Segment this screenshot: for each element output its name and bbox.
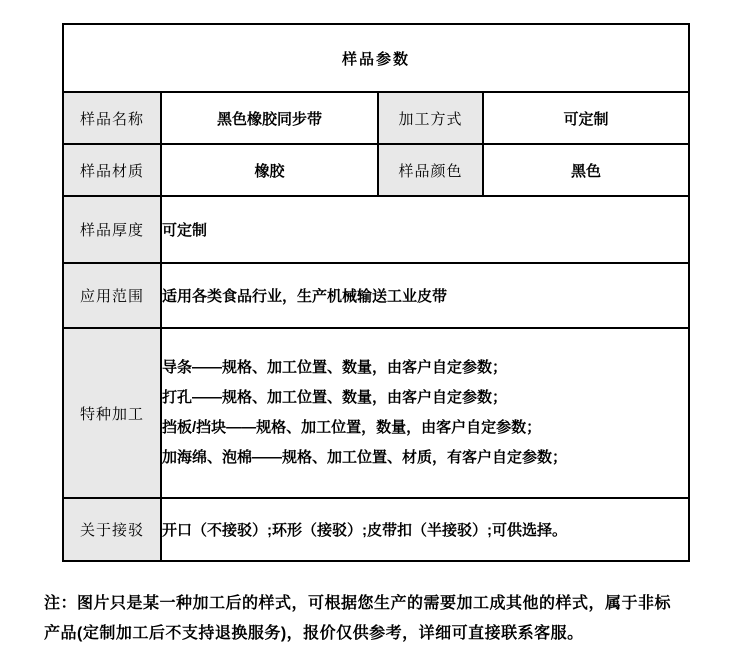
special-processing-line-guide-strip: 导条——规格、加工位置、数量，由客户自定参数； <box>162 359 508 376</box>
table-row <box>63 328 689 498</box>
table-row <box>63 196 689 263</box>
label-special-processing: 特种加工 <box>63 328 161 498</box>
footnote-line-2: 产品(定制加工后不支持退换服务)，报价仅供参考，详细可直接联系客服。 <box>44 625 584 642</box>
label-about-joining: 关于接驳 <box>63 498 161 561</box>
sample-parameters-table <box>62 23 690 562</box>
special-processing-line-baffle: 挡板/挡块——规格、加工位置，数量，由客户自定参数； <box>162 419 542 436</box>
table-title: 样品参数 <box>63 24 689 92</box>
label-application-scope: 应用范围 <box>63 263 161 328</box>
title-row <box>63 24 689 92</box>
special-processing-line-sponge-foam: 加海绵、泡棉——规格、加工位置、材质，有客户自定参数； <box>162 449 568 466</box>
value-sample-material: 橡胶 <box>161 144 378 196</box>
value-processing-method: 可定制 <box>483 92 689 144</box>
table-row <box>63 144 689 196</box>
special-processing-line-punching: 打孔——规格、加工位置、数量，由客户自定参数； <box>162 389 508 406</box>
footnote-line-1: 注：图片只是某一种加工后的样式，可根据您生产的需要加工成其他的样式，属于非标 <box>44 595 672 612</box>
label-sample-color: 样品颜色 <box>378 144 483 196</box>
label-processing-method: 加工方式 <box>378 92 483 144</box>
table-row <box>63 498 689 561</box>
table-row <box>63 263 689 328</box>
table-row <box>63 92 689 144</box>
footnote <box>44 589 716 649</box>
value-about-joining: 开口（不接驳）;环形（接驳）;皮带扣（半接驳）;可供选择。 <box>161 498 689 561</box>
value-application-scope: 适用各类食品行业，生产机械输送工业皮带 <box>161 263 689 328</box>
value-sample-color: 黑色 <box>483 144 689 196</box>
label-sample-material: 样品材质 <box>63 144 161 196</box>
value-sample-thickness: 可定制 <box>161 196 689 263</box>
value-special-processing <box>161 328 689 498</box>
label-sample-thickness: 样品厚度 <box>63 196 161 263</box>
label-sample-name: 样品名称 <box>63 92 161 144</box>
value-sample-name: 黑色橡胶同步带 <box>161 92 378 144</box>
